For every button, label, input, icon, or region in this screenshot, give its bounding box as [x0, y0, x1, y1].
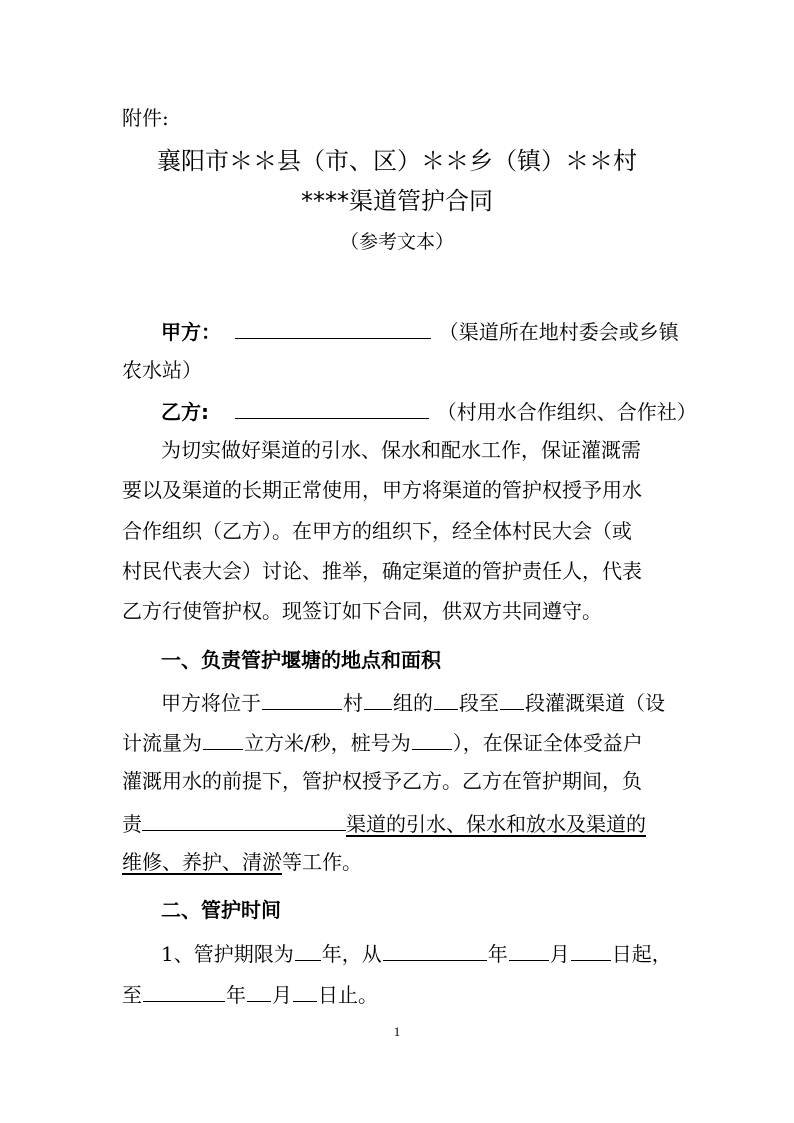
intro-line-5: 乙方行使管护权。现签订如下合同，供双方共同遵守。 [122, 599, 602, 623]
party-a-note-cont-line: 农水站） [122, 358, 202, 382]
attachment-label: 附件: [122, 106, 169, 130]
section-2-line-1: 1、管护期限为 年，从 年 月 日起， [161, 942, 672, 966]
maintenance-items: 维修、养护、清淤 [122, 850, 282, 874]
section-2-line-2: 至 年 月 日止。 [122, 983, 378, 1007]
section-2-heading: 二、管护时间 [161, 898, 281, 922]
party-b-blank[interactable] [235, 398, 429, 419]
start-year-blank[interactable] [383, 940, 487, 961]
party-b-note: （村用水合作组织、合作社） [436, 400, 697, 424]
group-blank[interactable] [364, 689, 392, 710]
intro-line-4: 村民代表大会）讨论、推举，确定渠道的管护责任人，代表 [122, 559, 642, 583]
intro-line-2: 要以及渠道的长期正常使用，甲方将渠道的管护权授予用水 [122, 478, 642, 502]
page-number: 1 [393, 1024, 401, 1039]
party-b-line [161, 398, 697, 424]
section-1-line-2: 计流量为 立方米/秒，桩号为 ），在保证全体受益户 [122, 731, 643, 755]
village-blank[interactable] [262, 689, 342, 710]
start-day-blank[interactable] [571, 940, 611, 961]
term-years-blank[interactable] [295, 940, 321, 961]
stake-number-blank[interactable] [412, 729, 452, 750]
document-title-line1: 襄阳市＊＊县（市、区）＊＊乡（镇）＊＊村 [157, 147, 637, 175]
party-a-line [161, 318, 679, 344]
document-title-line2: ****渠道管护合同 [301, 187, 493, 215]
end-month-blank[interactable] [247, 981, 271, 1002]
party-a-blank[interactable] [235, 318, 431, 339]
intro-line-1: 为切实做好渠道的引水、保水和配水工作，保证灌溉需 [161, 438, 641, 462]
end-day-blank[interactable] [293, 981, 317, 1002]
segment-start-blank[interactable] [434, 689, 458, 710]
section-1-line-4: 责 渠道的引水、保水和放水及渠道的 [122, 812, 646, 836]
flow-rate-blank[interactable] [203, 729, 243, 750]
section-1-heading: 一、负责管护堰塘的地点和面积 [161, 648, 441, 672]
section-1-line-5: 维修、养护、清淤等工作。 [122, 850, 362, 874]
party-a-note: （渠道所在地村委会或乡镇 [438, 320, 679, 344]
intro-line-3: 合作组织（乙方）。在甲方的组织下，经全体村民大会（或 [122, 519, 632, 543]
party-b-label: 乙方: [161, 400, 209, 424]
section-1-line-1: 甲方将位于 村 组的 段至 段灌溉渠道（设 [161, 691, 665, 715]
end-year-blank[interactable] [143, 981, 225, 1002]
section-1-line-3: 灌溉用水的前提下，管护权授予乙方。乙方在管护期间，负 [122, 769, 642, 793]
document-subtitle: （参考文本） [339, 231, 454, 253]
party-a-label: 甲方： [161, 320, 221, 344]
start-month-blank[interactable] [509, 940, 549, 961]
responsibility-blank[interactable] [142, 810, 346, 831]
segment-end-blank[interactable] [500, 689, 524, 710]
duties-text: 渠道的引水、保水和放水及渠道的 [346, 812, 646, 836]
